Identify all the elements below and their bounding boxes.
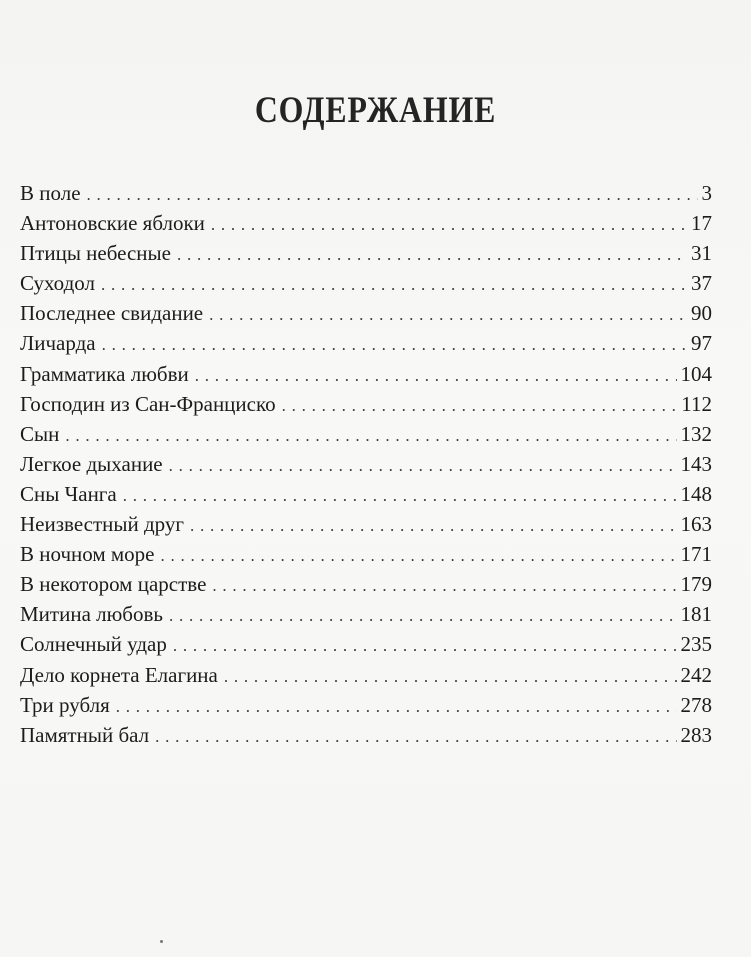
toc-entry-page-number: 163 — [680, 512, 712, 537]
toc-entry — [20, 389, 712, 419]
toc-entry-page-number: 143 — [680, 451, 712, 476]
toc-entry — [20, 268, 712, 298]
toc-entry-page-number: 132 — [680, 421, 712, 446]
toc-entry-title: Сны Чанга — [20, 481, 117, 506]
toc-entry-title: Памятный бал — [20, 722, 150, 747]
toc-entry-title: Солнечный удар — [20, 632, 167, 657]
table-of-contents — [20, 178, 712, 750]
toc-dot-leader — [102, 330, 687, 360]
toc-dot-leader — [212, 571, 676, 601]
toc-entry — [20, 599, 712, 629]
toc-entry-title: Личарда — [20, 331, 96, 356]
page-title: СОДЕРЖАНИЕ — [254, 89, 497, 131]
print-speck — [160, 940, 163, 943]
toc-entry-page-number: 283 — [680, 722, 712, 747]
toc-dot-leader — [116, 692, 677, 722]
toc-entry-page-number: 179 — [680, 572, 712, 597]
toc-entry-title: В ночном море — [20, 542, 155, 567]
toc-entry-page-number: 104 — [680, 361, 712, 386]
toc-entry — [20, 449, 712, 479]
toc-dot-leader — [155, 722, 676, 752]
toc-entry-title: Суходол — [20, 271, 95, 296]
toc-entry-title: Митина любовь — [20, 602, 163, 627]
toc-entry — [20, 720, 712, 750]
toc-entry-page-number: 171 — [680, 542, 712, 567]
toc-entry-title: Легкое дыхание — [20, 451, 163, 476]
toc-dot-leader — [177, 240, 687, 270]
toc-entry-title: Сын — [20, 421, 60, 446]
toc-dot-leader — [211, 210, 687, 240]
toc-dot-leader — [169, 601, 677, 631]
toc-dot-leader — [209, 300, 687, 330]
toc-entry-page-number: 235 — [680, 632, 712, 657]
toc-entry-title: В поле — [20, 181, 81, 205]
toc-entry — [20, 479, 712, 509]
toc-entry-page-number: 31 — [691, 241, 712, 266]
toc-dot-leader — [101, 270, 687, 300]
toc-entry-title: Дело корнета Елагина — [20, 662, 218, 687]
toc-dot-leader — [224, 662, 677, 692]
toc-entry-page-number: 278 — [680, 692, 712, 717]
toc-entry-title: Антоновские яблоки — [20, 211, 205, 236]
toc-entry — [20, 298, 712, 328]
toc-entry — [20, 178, 712, 208]
toc-entry-title: Грамматика любви — [20, 361, 189, 386]
toc-entry — [20, 660, 712, 690]
toc-dot-leader — [282, 391, 678, 421]
toc-dot-leader — [173, 631, 677, 661]
toc-entry — [20, 328, 712, 358]
toc-dot-leader — [161, 541, 677, 571]
toc-entry-page-number: 181 — [680, 602, 712, 627]
toc-dot-leader — [87, 180, 698, 210]
toc-dot-leader — [195, 361, 677, 391]
toc-entry-title: Птицы небесные — [20, 241, 171, 266]
toc-dot-leader — [65, 421, 676, 451]
toc-entry-page-number: 112 — [681, 391, 712, 416]
toc-dot-leader — [169, 451, 677, 481]
toc-entry — [20, 238, 712, 268]
toc-entry-page-number: 3 — [701, 181, 712, 205]
toc-entry-title: В некотором царстве — [20, 572, 207, 597]
toc-entry-title: Неизвестный друг — [20, 512, 185, 537]
toc-entry-page-number: 148 — [680, 481, 712, 506]
toc-entry-title: Господин из Сан-Франциско — [20, 391, 276, 416]
toc-dot-leader — [123, 481, 677, 511]
toc-entry-page-number: 97 — [691, 331, 712, 356]
toc-entry — [20, 208, 712, 238]
toc-entry — [20, 419, 712, 449]
toc-entry — [20, 569, 712, 599]
toc-entry — [20, 359, 712, 389]
toc-entry-page-number: 17 — [691, 211, 712, 236]
toc-entry — [20, 690, 712, 720]
toc-entry-title: Три рубля — [20, 692, 110, 717]
toc-entry-title: Последнее свидание — [20, 301, 204, 326]
toc-entry-page-number: 242 — [680, 662, 712, 687]
toc-entry-page-number: 37 — [691, 271, 712, 296]
toc-dot-leader — [190, 511, 676, 541]
toc-entry — [20, 629, 712, 659]
toc-entry — [20, 509, 712, 539]
toc-entry — [20, 539, 712, 569]
toc-entry-page-number: 90 — [691, 301, 712, 326]
